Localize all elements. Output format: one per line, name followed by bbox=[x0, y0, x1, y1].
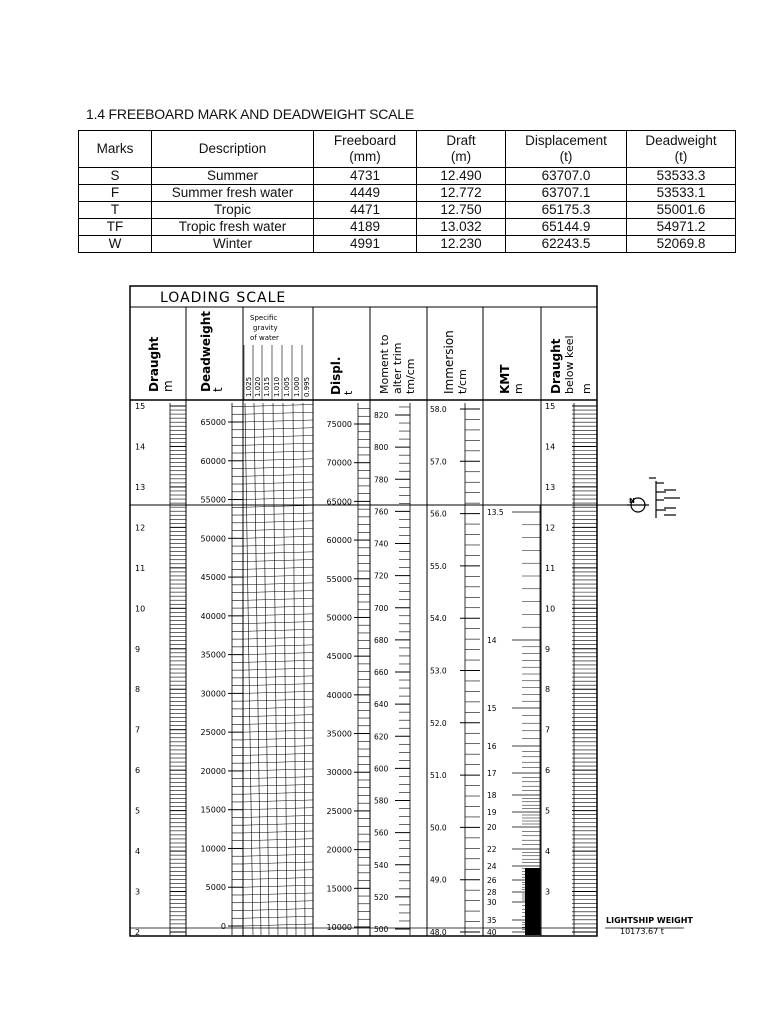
header-draught: Draught bbox=[147, 336, 161, 392]
header-moment-2: alter trim bbox=[391, 342, 404, 394]
cell-mark: S bbox=[79, 168, 152, 185]
displacement-label: 40000 bbox=[326, 690, 352, 700]
sg-scale-line bbox=[243, 738, 313, 740]
header-text: Displacement bbox=[525, 133, 607, 148]
draught-label: 10 bbox=[135, 604, 146, 614]
moment-label: 540 bbox=[374, 860, 389, 870]
sg-scale-line bbox=[243, 614, 313, 616]
draught-label: 6 bbox=[135, 766, 141, 776]
header-text: Marks bbox=[96, 141, 134, 156]
keel-draught-label: 13 bbox=[545, 482, 556, 492]
deadweight-label: 50000 bbox=[200, 534, 226, 544]
cell-deadweight: 53533.3 bbox=[627, 168, 736, 185]
immersion-label: 54.0 bbox=[430, 614, 447, 624]
sg-scale-line bbox=[243, 676, 313, 678]
sg-scale-line bbox=[243, 808, 313, 810]
cell-draft: 12.490 bbox=[417, 168, 506, 185]
moment-label: 740 bbox=[374, 539, 389, 549]
sg-scale-line bbox=[243, 591, 313, 593]
moment-label: 620 bbox=[374, 732, 389, 742]
cell-mark: W bbox=[79, 236, 152, 253]
header-unit: (t) bbox=[559, 149, 573, 164]
keel-draught-label: 12 bbox=[545, 523, 556, 533]
sg-curve bbox=[303, 403, 305, 935]
sg-scale-line bbox=[243, 529, 313, 531]
sg-scale-line bbox=[243, 777, 313, 779]
keel-draught-label: 6 bbox=[545, 766, 551, 776]
immersion-label: 52.0 bbox=[430, 718, 447, 728]
sg-scale-line bbox=[243, 846, 313, 848]
moment-label: 800 bbox=[374, 443, 389, 453]
header-text: Freeboard bbox=[333, 133, 397, 148]
header-sg-line3: of water bbox=[250, 334, 279, 342]
cell-mark: TF bbox=[79, 219, 152, 236]
displacement-label: 75000 bbox=[326, 420, 352, 429]
freeboard-mark-letters: N bbox=[629, 497, 635, 505]
sg-scale-line bbox=[243, 451, 313, 453]
moment-label: 820 bbox=[374, 411, 389, 420]
sg-scale-line bbox=[243, 404, 313, 406]
cell-displacement: 65175.3 bbox=[506, 202, 627, 219]
kmt-label: 17 bbox=[487, 769, 497, 778]
moment-label: 660 bbox=[374, 668, 389, 677]
sg-scale-line bbox=[243, 792, 313, 794]
lightship-value: 10173.67 t bbox=[620, 927, 664, 936]
deadweight-label: 45000 bbox=[200, 573, 226, 583]
cell-deadweight: 52069.8 bbox=[627, 236, 736, 253]
keel-draught-label: 9 bbox=[545, 644, 551, 654]
header-moment-1: Moment to bbox=[378, 334, 391, 394]
moment-label: 720 bbox=[374, 571, 389, 581]
header-draught-keel: Draught bbox=[549, 338, 563, 394]
header-unit: (t) bbox=[674, 149, 688, 164]
displacement-label: 70000 bbox=[326, 458, 352, 468]
cell-displacement: 63707.0 bbox=[506, 168, 627, 185]
sg-curve bbox=[245, 403, 253, 935]
sg-scale-line bbox=[243, 761, 313, 763]
moment-label: 700 bbox=[374, 603, 389, 613]
sg-scale-line bbox=[243, 870, 313, 872]
cell-mark: T bbox=[79, 202, 152, 219]
sg-scale-line bbox=[243, 885, 313, 887]
cell-freeboard: 4731 bbox=[314, 168, 417, 185]
sg-scale-line bbox=[243, 505, 313, 507]
sg-curve bbox=[263, 403, 269, 935]
header-unit: (mm) bbox=[349, 149, 381, 164]
sg-scale-line bbox=[243, 854, 313, 856]
moment-label: 600 bbox=[374, 764, 389, 774]
keel-draught-label: 7 bbox=[545, 725, 551, 735]
deadweight-label: 35000 bbox=[200, 650, 226, 660]
sg-scale-line bbox=[243, 606, 313, 608]
sg-scale-line bbox=[243, 901, 313, 903]
sg-scale-line bbox=[243, 862, 313, 864]
keel-draught-label: 8 bbox=[545, 685, 551, 695]
cell-description: Summer bbox=[152, 168, 314, 185]
sg-scale-line bbox=[243, 691, 313, 693]
moment-label: 640 bbox=[374, 700, 389, 710]
sg-value-label: 1.005 bbox=[283, 376, 291, 397]
deadweight-label: 0 bbox=[220, 922, 226, 931]
cell-description: Summer fresh water bbox=[152, 185, 314, 202]
kmt-label: 35 bbox=[487, 916, 497, 925]
sg-value-label: 1.000 bbox=[293, 376, 301, 397]
deadweight-label: 15000 bbox=[200, 805, 226, 815]
displacement-label: 45000 bbox=[326, 652, 352, 662]
header-unit: (m) bbox=[450, 149, 472, 164]
cell-freeboard: 4471 bbox=[314, 202, 417, 219]
immersion-label: 57.0 bbox=[430, 457, 447, 467]
sg-scale-line bbox=[243, 637, 313, 639]
header-displ: Displ. bbox=[329, 356, 343, 395]
header-immersion-unit: t/cm bbox=[456, 369, 469, 394]
draught-label: 5 bbox=[135, 806, 141, 816]
draught-label: 4 bbox=[135, 847, 141, 857]
sg-value-label: 1.010 bbox=[273, 376, 281, 397]
immersion-label: 48.0 bbox=[430, 928, 447, 937]
header-immersion: Immersion bbox=[442, 330, 456, 394]
deadweight-label: 10000 bbox=[200, 844, 226, 854]
sg-scale-line bbox=[243, 815, 313, 817]
sg-scale-line bbox=[243, 746, 313, 748]
displacement-label: 10000 bbox=[326, 923, 352, 932]
keel-draught-label: 15 bbox=[545, 402, 556, 411]
moment-label: 580 bbox=[374, 796, 389, 806]
header-sg-line2: gravity bbox=[253, 324, 278, 332]
kmt-label: 13.5 bbox=[487, 508, 504, 517]
deadweight-label: 5000 bbox=[205, 883, 226, 893]
sg-scale-line bbox=[243, 707, 313, 709]
kmt-label: 28 bbox=[487, 888, 497, 897]
moment-label: 560 bbox=[374, 828, 389, 838]
draught-label: 2 bbox=[135, 928, 141, 937]
moment-label: 520 bbox=[374, 892, 389, 902]
sg-scale-line bbox=[243, 498, 313, 500]
deadweight-label: 20000 bbox=[200, 766, 226, 776]
keel-draught-label: 3 bbox=[545, 887, 551, 897]
cell-draft: 12.772 bbox=[417, 185, 506, 202]
sg-scale-line bbox=[243, 482, 313, 484]
header-moment-3: tm/cm bbox=[404, 358, 417, 394]
deadweight-label: 40000 bbox=[200, 611, 226, 621]
kmt-dense-band bbox=[525, 868, 540, 935]
deadweight-label: 55000 bbox=[200, 495, 226, 505]
keel-draught-label: 11 bbox=[545, 563, 556, 573]
sg-scale-line bbox=[243, 823, 313, 825]
kmt-label: 14 bbox=[487, 636, 497, 645]
sg-scale-line bbox=[243, 420, 313, 422]
cell-deadweight: 53533.1 bbox=[627, 185, 736, 202]
freeboard-mark-icon bbox=[627, 478, 680, 518]
draught-label: 13 bbox=[135, 482, 146, 492]
deadweight-label: 25000 bbox=[200, 728, 226, 738]
draught-label: 12 bbox=[135, 523, 146, 533]
sg-scale-line bbox=[243, 653, 313, 655]
deadweight-label: 65000 bbox=[200, 418, 226, 427]
immersion-label: 50.0 bbox=[430, 823, 447, 833]
immersion-label: 49.0 bbox=[430, 875, 447, 885]
kmt-label: 40 bbox=[487, 928, 497, 937]
sg-value-label: 0.995 bbox=[303, 376, 311, 397]
sg-scale-line bbox=[243, 436, 313, 438]
cell-freeboard: 4189 bbox=[314, 219, 417, 236]
displacement-label: 25000 bbox=[326, 806, 352, 816]
cell-freeboard: 4449 bbox=[314, 185, 417, 202]
moment-label: 500 bbox=[374, 925, 389, 934]
sg-scale-line bbox=[243, 622, 313, 624]
sg-scale-line bbox=[243, 769, 313, 771]
header-deadweight: Deadweight bbox=[199, 311, 213, 392]
kmt-label: 30 bbox=[487, 898, 497, 907]
cell-deadweight: 55001.6 bbox=[627, 202, 736, 219]
sg-value-label: 1.015 bbox=[263, 376, 271, 397]
kmt-label: 24 bbox=[487, 862, 497, 871]
sg-scale-line bbox=[243, 412, 313, 414]
header-text: Description bbox=[198, 141, 267, 156]
cell-draft: 12.230 bbox=[417, 236, 506, 253]
sg-scale-line bbox=[243, 544, 313, 546]
immersion-label: 58.0 bbox=[430, 405, 447, 414]
immersion-label: 53.0 bbox=[430, 666, 447, 676]
sg-scale-line bbox=[243, 699, 313, 701]
cell-description: Tropic fresh water bbox=[152, 219, 314, 236]
sg-scale-line bbox=[243, 660, 313, 662]
moment-label: 780 bbox=[374, 475, 389, 485]
displacement-label: 35000 bbox=[326, 729, 352, 739]
section-heading: 1.4 FREEBOARD MARK AND DEADWEIGHT SCALE bbox=[86, 106, 415, 122]
draught-label: 14 bbox=[135, 442, 146, 452]
displacement-label: 50000 bbox=[326, 613, 352, 623]
keel-draught-label: 5 bbox=[545, 806, 551, 816]
displacement-label: 65000 bbox=[326, 497, 352, 507]
sg-scale-line bbox=[243, 722, 313, 724]
kmt-label: 22 bbox=[487, 845, 497, 854]
displacement-label: 60000 bbox=[326, 536, 352, 546]
cell-deadweight: 54971.2 bbox=[627, 219, 736, 236]
kmt-label: 18 bbox=[487, 791, 497, 800]
displacement-label: 55000 bbox=[326, 574, 352, 584]
deadweight-label: 30000 bbox=[200, 689, 226, 699]
sg-scale-line bbox=[243, 443, 313, 445]
sg-curve bbox=[254, 403, 261, 935]
sg-scale-line bbox=[243, 893, 313, 895]
sg-scale-line bbox=[243, 552, 313, 554]
kmt-label: 16 bbox=[487, 742, 497, 751]
lightship-label: LIGHTSHIP WEIGHT bbox=[606, 916, 693, 925]
draught-label: 8 bbox=[135, 685, 141, 695]
header-draught-unit: m bbox=[161, 380, 175, 392]
sg-scale-line bbox=[243, 668, 313, 670]
header-kmt-unit: m bbox=[512, 383, 525, 394]
sg-scale-line bbox=[243, 645, 313, 647]
displacement-label: 20000 bbox=[326, 845, 352, 855]
cell-draft: 12.750 bbox=[417, 202, 506, 219]
sg-value-label: 1.025 bbox=[245, 376, 253, 397]
sg-scale-line bbox=[243, 715, 313, 717]
sg-scale-line bbox=[243, 575, 313, 577]
draught-label: 3 bbox=[135, 887, 141, 897]
deadweight-label: 60000 bbox=[200, 456, 226, 466]
sg-scale-line bbox=[243, 467, 313, 469]
sg-scale-line bbox=[243, 459, 313, 461]
header-sg-line1: Specific bbox=[250, 314, 278, 322]
sg-scale-line bbox=[243, 490, 313, 492]
sg-scale-line bbox=[243, 560, 313, 562]
header-text: Deadweight bbox=[645, 133, 717, 148]
sg-scale-line bbox=[243, 877, 313, 879]
cell-description: Tropic bbox=[152, 202, 314, 219]
immersion-label: 51.0 bbox=[430, 771, 447, 781]
sg-scale-line bbox=[243, 753, 313, 755]
cell-displacement: 63707.1 bbox=[506, 185, 627, 202]
sg-scale-line bbox=[243, 629, 313, 631]
kmt-label: 19 bbox=[487, 808, 497, 817]
sg-scale-line bbox=[243, 831, 313, 833]
kmt-label: 20 bbox=[487, 823, 497, 832]
header-draught-keel-2: below keel bbox=[563, 335, 576, 394]
cell-displacement: 62243.5 bbox=[506, 236, 627, 253]
draught-label: 11 bbox=[135, 563, 146, 573]
immersion-label: 56.0 bbox=[430, 509, 447, 519]
sg-scale-line bbox=[243, 521, 313, 523]
sg-scale-line bbox=[243, 536, 313, 538]
keel-draught-label: 14 bbox=[545, 442, 556, 452]
cell-displacement: 65144.9 bbox=[506, 219, 627, 236]
sg-scale-line bbox=[243, 839, 313, 841]
sg-scale-line bbox=[243, 583, 313, 585]
cell-freeboard: 4991 bbox=[314, 236, 417, 253]
cell-draft: 13.032 bbox=[417, 219, 506, 236]
cell-description: Winter bbox=[152, 236, 314, 253]
sg-scale-line bbox=[243, 784, 313, 786]
sg-scale-line bbox=[243, 428, 313, 430]
immersion-label: 55.0 bbox=[430, 561, 447, 571]
header-kmt: KMT bbox=[498, 364, 512, 394]
header-draught-keel-unit: m bbox=[580, 383, 593, 394]
kmt-label: 15 bbox=[487, 704, 497, 713]
sg-scale-line bbox=[243, 513, 313, 515]
header-displ-unit: t bbox=[342, 390, 355, 395]
keel-draught-label: 10 bbox=[545, 604, 556, 614]
loading-scale-title: LOADING SCALE bbox=[160, 290, 287, 306]
moment-label: 680 bbox=[374, 635, 389, 645]
cell-mark: F bbox=[79, 185, 152, 202]
displacement-label: 15000 bbox=[326, 884, 352, 894]
sg-scale-line bbox=[243, 730, 313, 732]
sg-scale-line bbox=[243, 598, 313, 600]
sg-scale-line bbox=[243, 567, 313, 569]
draught-label: 7 bbox=[135, 725, 141, 735]
header-text: Draft bbox=[446, 133, 476, 148]
draught-label: 9 bbox=[135, 644, 141, 654]
draught-label: 15 bbox=[135, 402, 146, 411]
sg-scale-line bbox=[243, 684, 313, 686]
header-deadweight-unit: t bbox=[211, 387, 225, 392]
sg-scale-line bbox=[243, 800, 313, 802]
kmt-label: 26 bbox=[487, 876, 497, 885]
sg-value-label: 1.020 bbox=[254, 376, 262, 397]
keel-draught-label: 4 bbox=[545, 847, 551, 857]
displacement-label: 30000 bbox=[326, 768, 352, 778]
sg-scale-line bbox=[243, 474, 313, 476]
moment-label: 760 bbox=[374, 507, 389, 517]
